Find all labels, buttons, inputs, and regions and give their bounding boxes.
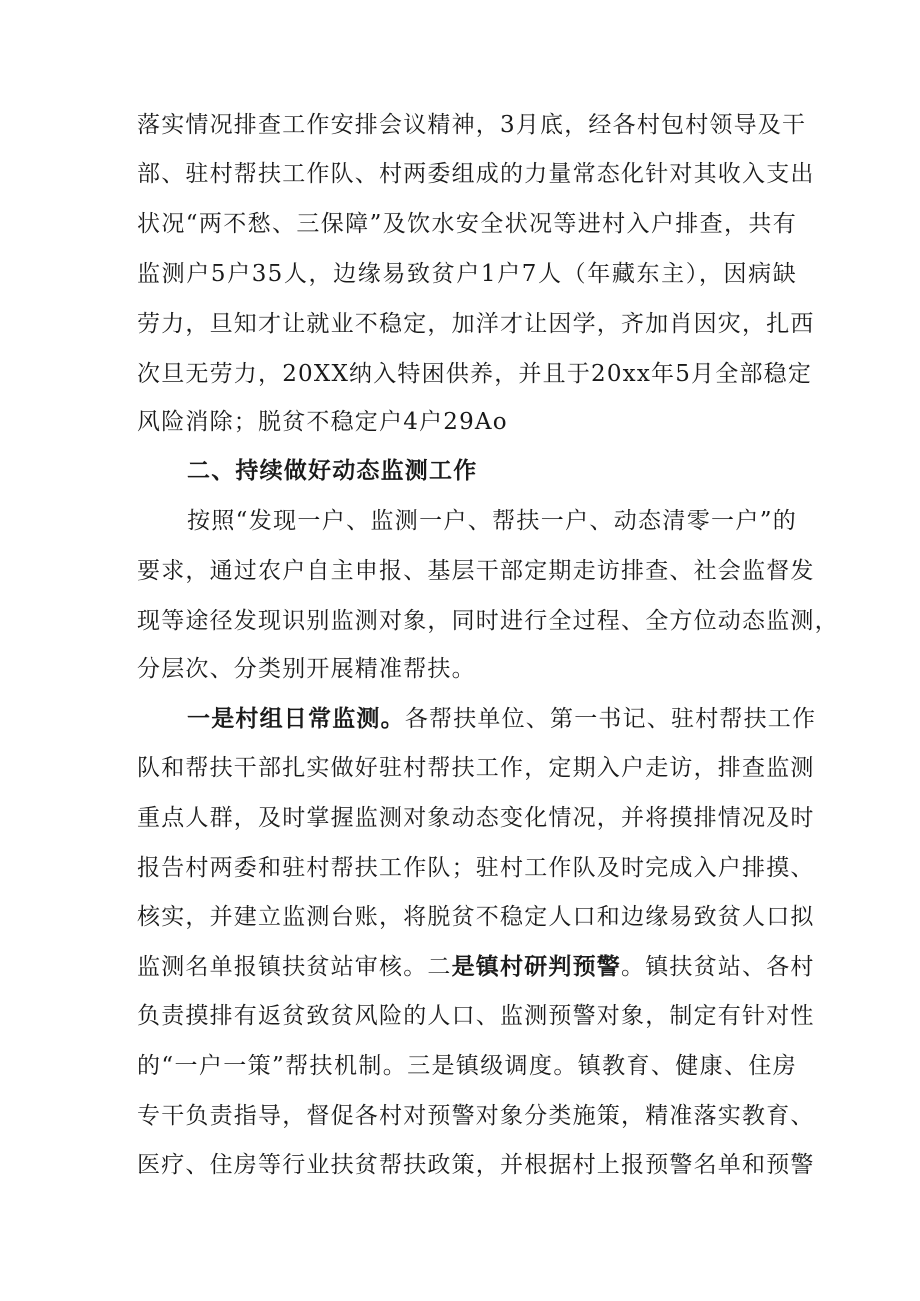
- paragraph-line: 负责摸排有返贫致贫风险的人口、监测预警对象，制定有针对性: [137, 1003, 815, 1029]
- paragraph-line: [187, 699, 817, 739]
- paragraph-line: 现等途径发现识别监测对象，同时进行全过程、全方位动态监测，: [137, 608, 839, 634]
- paragraph-line: 次旦无劳力，20XX纳入特困供养，并且于20xx年5月全部稳定: [137, 361, 813, 387]
- paragraph-line: 按照“发现一户、监测一户、帮扶一户、动态清零一户”的: [187, 508, 797, 534]
- paragraph-line: 的“一户一策”帮扶机制。三是镇级调度。镇教育、健康、住房: [137, 1053, 797, 1079]
- paragraph-line: 状况“两不愁、三保障”及饮水安全状况等进村入户排查，共有: [137, 211, 797, 237]
- paragraph-line: 要求，通过农户自主申报、基层干部定期走访排查、社会监督发: [137, 558, 815, 584]
- paragraph-line: 重点人群，及时掌握监测对象动态变化情况，并将摸排情况及时: [137, 805, 815, 831]
- paragraph-line: 落实情况排查工作安排会议精神，3月底，经各村包村领导及干: [137, 112, 807, 138]
- paragraph-line: 队和帮扶干部扎实做好驻村帮扶工作，定期入户走访，排查监测: [137, 755, 815, 781]
- section-heading: 二、持续做好动态监测工作: [187, 457, 478, 484]
- bold-lead: 是镇村研判预警: [451, 953, 622, 980]
- bold-lead: 一是村组日常监测。: [187, 705, 405, 732]
- paragraph-line: 监测户5户35人，边缘易致贫户1户7人（年藏东主），因病缺: [137, 261, 797, 287]
- paragraph-line: 医疗、住房等行业扶贫帮扶政策，并根据村上报预警名单和预警: [137, 1152, 815, 1178]
- paragraph-line: 专干负责指导，督促各村对预警对象分类施策，精准落实教育、: [137, 1103, 815, 1129]
- paragraph-line: [137, 947, 815, 987]
- paragraph-text: 各帮扶单位、第一书记、驻村帮扶工作: [404, 706, 817, 732]
- paragraph-line: 分层次、分类别开展精准帮扶。: [137, 656, 476, 682]
- paragraph-line: 劳力，旦知才让就业不稳定，加洋才让因学，齐加肖因灾，扎西: [137, 311, 815, 337]
- paragraph-line: 核实，并建立监测台账，将脱贫不稳定人口和边缘易致贫人口拟: [137, 904, 815, 930]
- paragraph-line: 部、驻村帮扶工作队、村两委组成的力量常态化针对其收入支出: [137, 161, 815, 187]
- paragraph-text: 监测名单报镇扶贫站审核。二: [137, 954, 452, 980]
- paragraph-text: 。镇扶贫站、各村: [621, 954, 815, 980]
- paragraph-line: 风险消除；脱贫不稳定户4户29Ao: [137, 409, 508, 435]
- paragraph-line: 报告村两委和驻村帮扶工作队；驻村工作队及时完成入户排摸、: [137, 855, 815, 881]
